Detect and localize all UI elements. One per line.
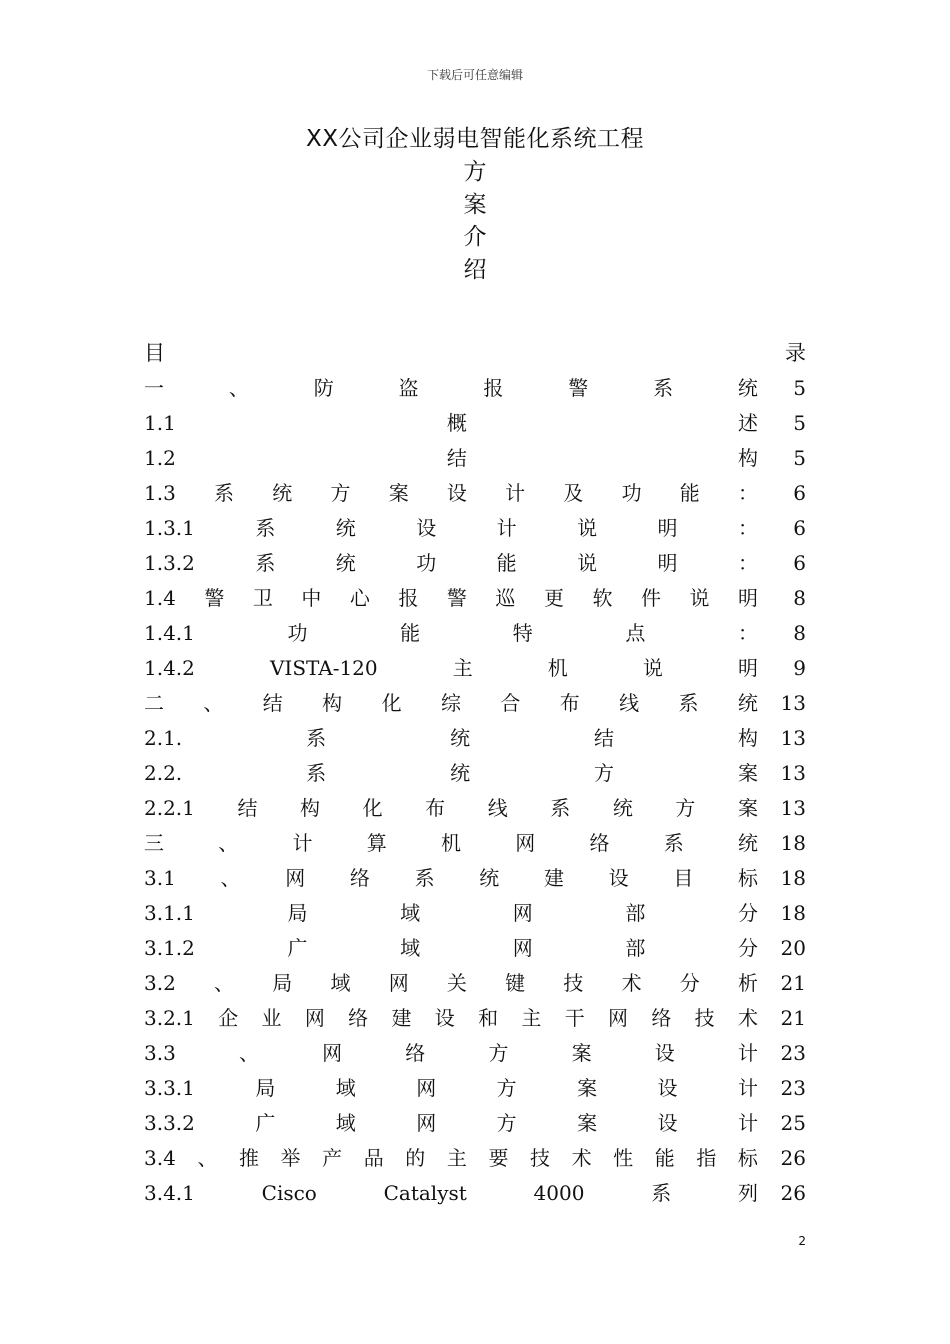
toc-entry-word: 网 — [416, 1111, 437, 1135]
toc-entry[interactable] — [144, 616, 806, 651]
toc-entry-word: 和 — [478, 1006, 499, 1030]
toc-entry-word: 化 — [381, 691, 402, 715]
toc-entry-word: 列 — [737, 1181, 758, 1205]
toc-entry-word: 防 — [313, 376, 334, 400]
toc-entry[interactable] — [144, 441, 806, 476]
toc-entry-word: 2.2. — [144, 761, 183, 785]
toc-entry-word: 、 — [214, 971, 235, 995]
toc-entry-word: 构 — [322, 691, 343, 715]
toc-entry-title — [144, 511, 772, 546]
toc-entry-word: 建 — [543, 866, 564, 890]
toc-entry-page: 6 — [793, 551, 806, 575]
toc-entry-word: 合 — [500, 691, 521, 715]
toc-heading — [144, 336, 806, 371]
toc-entry-title — [144, 756, 772, 791]
toc-entry-page: 13 — [780, 691, 806, 715]
toc-entry-word: ： — [737, 551, 758, 575]
toc-entry-word: ： — [737, 516, 758, 540]
toc-entry-word: 域 — [400, 936, 421, 960]
toc-entry-page: 8 — [793, 621, 806, 645]
toc-entry-word: 点 — [625, 621, 646, 645]
toc-entry-word: 设 — [416, 516, 437, 540]
toc-entry-title — [144, 721, 772, 756]
toc-entry-title — [144, 931, 772, 966]
toc-entry[interactable] — [144, 861, 806, 896]
toc-entry-word: 系 — [214, 481, 235, 505]
toc-entry-word: 统 — [450, 726, 471, 750]
toc-entry-word: 计 — [737, 1076, 758, 1100]
toc-entry-word: 局 — [287, 901, 308, 925]
toc-entry-word: 说 — [642, 656, 663, 680]
toc-entry-word: 功 — [621, 481, 642, 505]
toc-entry-word: 及 — [563, 481, 584, 505]
toc-entry-word: 案 — [737, 796, 758, 820]
toc-entry-word: 方 — [488, 1041, 509, 1065]
title-vertical — [0, 156, 950, 286]
toc-entry-page: 21 — [780, 971, 806, 995]
toc-entry-page: 18 — [780, 866, 806, 890]
toc-entry-word: 系 — [550, 796, 571, 820]
toc-entry-word: 的 — [405, 1146, 426, 1170]
toc-entry-word: 建 — [391, 1006, 412, 1030]
toc-entry-word: 干 — [564, 1006, 585, 1030]
toc-entry-word: 品 — [363, 1146, 384, 1170]
toc-heading-right: 录 — [785, 341, 806, 365]
toc-entry-word: 网 — [608, 1006, 629, 1030]
toc-entry-word: 软 — [592, 586, 613, 610]
toc-entry-word: 目 — [673, 866, 694, 890]
toc-entry-word: 系 — [651, 1181, 672, 1205]
toc-entry-word: 构 — [738, 446, 758, 470]
toc-entry-word: 设 — [446, 481, 467, 505]
toc-entry-word: 网 — [512, 936, 533, 960]
toc-entry-word: 系 — [306, 726, 327, 750]
toc-entry-word: 设 — [608, 866, 629, 890]
toc-entry-word: 网 — [416, 1076, 437, 1100]
toc-entry-word: 部 — [625, 936, 646, 960]
toc-entry-word: 巡 — [495, 586, 516, 610]
toc-entry-word: 机 — [441, 831, 461, 855]
toc-entry-word: 网 — [322, 1041, 343, 1065]
toc-entry-word: 二 — [144, 691, 164, 715]
toc-entry-word: 1.1 — [144, 411, 176, 435]
toc-entry-word: 系 — [653, 376, 674, 400]
toc-entry-word: 设 — [657, 1111, 678, 1135]
toc-entry-word: 系 — [678, 691, 699, 715]
toc-entry-word: 统 — [335, 551, 356, 575]
toc-entry-word: 案 — [388, 481, 409, 505]
toc-entry-word: 功 — [416, 551, 437, 575]
toc-entry-word: 更 — [543, 586, 564, 610]
title-char: 方 — [463, 159, 487, 185]
toc-entry-word: 指 — [696, 1146, 717, 1170]
toc-entry-word: 1.4.1 — [144, 621, 195, 645]
toc-entry[interactable] — [144, 756, 806, 791]
toc-entry-word: 报 — [398, 586, 419, 610]
toc-entry-word: 明 — [738, 586, 758, 610]
toc-entry[interactable] — [144, 371, 806, 406]
toc-entry-word: 线 — [619, 691, 640, 715]
toc-entry-word: 功 — [287, 621, 308, 645]
toc-entry-word: 络 — [651, 1006, 672, 1030]
toc-entry[interactable] — [144, 511, 806, 546]
toc-entry-word: 设 — [434, 1006, 455, 1030]
toc-entry-word: 设 — [657, 1076, 678, 1100]
toc-entry-page: 26 — [780, 1146, 806, 1170]
toc-entry-word: 标 — [737, 1146, 758, 1170]
toc-entry-word: 4000 — [533, 1181, 585, 1205]
toc-entry-word: 盗 — [398, 376, 419, 400]
toc-entry-title — [144, 441, 772, 476]
toc-entry-title — [144, 1071, 772, 1106]
toc-entry-word: 机 — [547, 656, 568, 680]
toc-entry-word: 3.4.1 — [144, 1181, 195, 1205]
toc-entry-word: 业 — [261, 1006, 282, 1030]
toc-entry-word: 局 — [272, 971, 293, 995]
toc-entry-page: 18 — [780, 901, 806, 925]
toc-entry-word: 系 — [414, 866, 435, 890]
toc-entry-word: 布 — [425, 796, 446, 820]
toc-entry-word: 方 — [330, 481, 351, 505]
toc-entry-word: 标 — [738, 866, 758, 890]
toc-entry-word: 3.3.2 — [144, 1111, 195, 1135]
toc-entry-word: 案 — [577, 1076, 598, 1100]
toc-entry-page: 25 — [780, 1111, 806, 1135]
toc-entry-word: 中 — [301, 586, 322, 610]
toc-entry-word: 方 — [496, 1076, 517, 1100]
toc-entry-page: 13 — [780, 761, 806, 785]
toc-entry-word: 、 — [197, 1146, 218, 1170]
toc-entry-page: 13 — [780, 796, 806, 820]
toc-entry-word: 局 — [255, 1076, 276, 1100]
toc-entry-word: 企 — [218, 1006, 239, 1030]
toc-entry-word: 技 — [694, 1006, 715, 1030]
toc-entry-word: 结 — [594, 726, 615, 750]
toc-entry-word: 主 — [446, 1146, 467, 1170]
toc-entry-title — [144, 1141, 772, 1176]
toc-entry-word: 、 — [203, 691, 224, 715]
toc-entry-title — [144, 651, 772, 686]
toc-entry-word: 络 — [348, 1006, 369, 1030]
toc-entry-word: 1.2 — [144, 446, 176, 470]
toc-entry-word: 推 — [238, 1146, 259, 1170]
toc-entry-word: 方 — [675, 796, 696, 820]
toc-entry-title — [144, 581, 772, 616]
toc-entry-word: 分 — [679, 971, 700, 995]
toc-entry-word: 统 — [737, 376, 758, 400]
toc-entry-word: 3.2 — [144, 971, 176, 995]
toc-entry-word: 3.1.1 — [144, 901, 195, 925]
document-title: XX公司企业弱电智能化系统工程 — [305, 126, 644, 152]
toc-entry-page: 23 — [780, 1041, 806, 1065]
toc-entry-word: 系 — [255, 551, 276, 575]
toc-entry-word: 一 — [144, 376, 164, 400]
toc-entry-word: 方 — [594, 761, 615, 785]
header-note: 下载后可任意编辑 — [426, 68, 523, 82]
title-char: 绍 — [463, 256, 487, 283]
toc-entry[interactable] — [144, 651, 806, 686]
toc-entry-title — [144, 861, 772, 896]
toc-entry-word: 计 — [292, 831, 313, 855]
toc-entry-word: 2.1. — [144, 726, 183, 750]
toc-entry-word: 主 — [521, 1006, 542, 1030]
toc-entry-word: 、 — [238, 1041, 259, 1065]
toc-entry-word: 络 — [589, 831, 610, 855]
toc-entry-word: 、 — [220, 866, 241, 890]
toc-entry-word: 1.3.1 — [144, 516, 195, 540]
toc-entry[interactable] — [144, 546, 806, 581]
toc-entry-word: 计 — [505, 481, 526, 505]
toc-entry-word: 计 — [737, 1111, 758, 1135]
title-char: 介 — [463, 224, 487, 250]
toc-entry-word: 主 — [452, 656, 473, 680]
toc-entry-page: 8 — [793, 586, 806, 610]
toc-entry-word: 3.1 — [144, 866, 176, 890]
toc-entry-word: 3.4 — [144, 1146, 176, 1170]
toc-entry-page: 5 — [793, 411, 806, 435]
toc-entry-word: 构 — [300, 796, 321, 820]
toc-entry-word: 3.1.2 — [144, 936, 195, 960]
toc-entry-word: ： — [737, 621, 758, 645]
toc-entry-word: 性 — [613, 1146, 634, 1170]
toc-entry-word: 1.4.2 — [144, 656, 195, 680]
toc-entry-word: VISTA-120 — [269, 656, 378, 680]
toc-entry-page: 13 — [780, 726, 806, 750]
toc-entry-word: Cisco — [261, 1181, 317, 1205]
toc-entry-page: 6 — [793, 516, 806, 540]
toc-entry-word: 线 — [487, 796, 508, 820]
toc-entry-word: 网 — [512, 901, 533, 925]
toc-entry-page: 20 — [780, 936, 806, 960]
toc-entry-word: 析 — [738, 971, 758, 995]
toc-entry-word: 结 — [237, 796, 258, 820]
toc-entry-word: 说 — [577, 551, 598, 575]
toc-entry-word: 2.2.1 — [144, 796, 195, 820]
toc-entry[interactable] — [144, 1001, 806, 1036]
toc-entry-title — [144, 616, 772, 651]
toc-entry-word: 件 — [640, 586, 661, 610]
toc-entry-word: 心 — [349, 586, 370, 610]
toc-entry-word: 系 — [255, 516, 276, 540]
toc-entry-word: 术 — [571, 1146, 592, 1170]
toc-entry-word: 产 — [322, 1146, 343, 1170]
toc-entry-word: 域 — [335, 1076, 356, 1100]
toc-entry-page: 5 — [793, 376, 806, 400]
page-number: 2 — [798, 1234, 806, 1248]
toc-entry-word: 3.3 — [144, 1041, 176, 1065]
toc-entry[interactable] — [144, 1071, 806, 1106]
toc-entry-word: 统 — [737, 691, 758, 715]
toc-entry-word: 警 — [446, 586, 467, 610]
toc-entry[interactable] — [144, 826, 806, 861]
toc-entry-word: 能 — [496, 551, 517, 575]
toc-entry-word: ： — [738, 481, 758, 505]
toc-entry-word: 综 — [440, 691, 461, 715]
toc-entry-word: 网 — [515, 831, 536, 855]
toc-entry-word: 说 — [577, 516, 598, 540]
toc-entry-word: 技 — [530, 1146, 551, 1170]
toc-entry-page: 5 — [793, 446, 806, 470]
toc-entry-word: 构 — [737, 726, 758, 750]
toc-entry[interactable] — [144, 931, 806, 966]
toc-entry-word: 1.4 — [144, 586, 176, 610]
toc-entry-word: 域 — [335, 1111, 356, 1135]
toc-entry-word: 网 — [285, 866, 306, 890]
toc-entry-word: 广 — [287, 936, 308, 960]
toc-entry-word: 网 — [304, 1006, 325, 1030]
toc-entry-page: 23 — [780, 1076, 806, 1100]
toc-entry-word: 3.2.1 — [144, 1006, 195, 1030]
toc-entry-word: 统 — [738, 831, 758, 855]
toc-entry-word: 算 — [366, 831, 387, 855]
toc-entry-title — [144, 826, 772, 861]
toc-entry-word: 述 — [738, 411, 758, 435]
toc-entry-title — [144, 1176, 772, 1211]
toc-entry-word: 能 — [654, 1146, 675, 1170]
toc-entry-word: 计 — [737, 1041, 758, 1065]
toc-entry-title — [144, 371, 772, 406]
toc-entry[interactable] — [144, 966, 806, 1001]
toc-entry-word: 明 — [657, 551, 678, 575]
toc-entry[interactable] — [144, 581, 806, 616]
toc-entry-word: 统 — [479, 866, 500, 890]
toc-entry-word: 特 — [512, 621, 533, 645]
toc-entry-word: 网 — [388, 971, 409, 995]
toc-entry-title — [144, 966, 772, 1001]
toc-entry-word: 络 — [405, 1041, 426, 1065]
toc-entry-word: 广 — [255, 1111, 276, 1135]
toc-entry-word: 说 — [689, 586, 710, 610]
toc-entry-word: 明 — [737, 656, 758, 680]
toc-entry[interactable] — [144, 1036, 806, 1071]
toc-entry-word: 分 — [737, 901, 758, 925]
toc-entry-word: 关 — [446, 971, 467, 995]
toc-entry-word: 1.3.2 — [144, 551, 195, 575]
toc-heading-left: 目 — [144, 341, 165, 365]
toc-entry-title — [144, 686, 772, 721]
toc-entry-title — [144, 1036, 772, 1071]
toc-entry-word: 设 — [654, 1041, 675, 1065]
toc-entry-word: 分 — [737, 936, 758, 960]
toc-entry-word: 3.3.1 — [144, 1076, 195, 1100]
toc-entry-title — [144, 546, 772, 581]
toc-entry-word: 统 — [272, 481, 293, 505]
toc-entry-word: 警 — [568, 376, 589, 400]
toc-entry-word: 布 — [559, 691, 580, 715]
toc-entry-word: 卫 — [252, 586, 273, 610]
toc-entry-word: 术 — [621, 971, 642, 995]
toc-entry-word: 域 — [330, 971, 351, 995]
toc-entry-page: 9 — [793, 656, 806, 680]
toc-entry-word: 能 — [400, 621, 421, 645]
toc-entry-word: 、 — [218, 831, 239, 855]
toc-entry-word: 系 — [306, 761, 327, 785]
toc-entry[interactable] — [144, 1176, 806, 1211]
toc-entry[interactable] — [144, 721, 806, 756]
toc-entry-title — [144, 406, 772, 441]
toc-entry[interactable] — [144, 476, 806, 511]
table-of-contents — [144, 336, 806, 1211]
toc-entry-page: 21 — [780, 1006, 806, 1030]
toc-entry-word: 举 — [280, 1146, 301, 1170]
toc-entry-title — [144, 896, 772, 931]
toc-entry-word: 部 — [625, 901, 646, 925]
toc-entry-word: 明 — [657, 516, 678, 540]
toc-entry-word: 概 — [446, 411, 467, 435]
toc-entry[interactable] — [144, 1141, 806, 1176]
toc-entry-word: 三 — [144, 831, 164, 855]
toc-entry-word: 术 — [737, 1006, 758, 1030]
toc-entry-title — [144, 1106, 772, 1141]
toc-entry-page: 6 — [793, 481, 806, 505]
toc-entry-word: 络 — [349, 866, 370, 890]
toc-entry-word: 化 — [362, 796, 383, 820]
toc-entry-page: 18 — [780, 831, 806, 855]
toc-entry-word: 能 — [679, 481, 700, 505]
toc-entry-word: 结 — [262, 691, 283, 715]
toc-entry-word: 技 — [563, 971, 584, 995]
toc-entry-word: 键 — [505, 971, 526, 995]
toc-entry[interactable] — [144, 406, 806, 441]
toc-entry-page: 26 — [780, 1181, 806, 1205]
toc-entry-word: 案 — [737, 761, 758, 785]
toc-entry-title — [144, 1001, 772, 1036]
toc-entry-word: 域 — [400, 901, 421, 925]
toc-entry-word: 系 — [663, 831, 684, 855]
toc-entry-word: 1.3 — [144, 481, 176, 505]
toc-entry-word: 案 — [571, 1041, 592, 1065]
toc-entry-word: 结 — [446, 446, 467, 470]
toc-entry-word: 方 — [496, 1111, 517, 1135]
toc-entry[interactable] — [144, 686, 806, 721]
title-char: 案 — [463, 191, 487, 218]
toc-entry[interactable] — [144, 791, 806, 826]
toc-entry-word: 统 — [335, 516, 356, 540]
toc-entry-word: 案 — [577, 1111, 598, 1135]
toc-entry-word: 统 — [450, 761, 471, 785]
toc-entry-title — [144, 476, 772, 511]
toc-entry[interactable] — [144, 1106, 806, 1141]
toc-entry-word: 、 — [228, 376, 249, 400]
toc-entry-word: 计 — [496, 516, 517, 540]
toc-entry-word: Catalyst — [383, 1181, 467, 1205]
toc-entry[interactable] — [144, 896, 806, 931]
toc-entry-word: 统 — [612, 796, 633, 820]
toc-entry-word: 警 — [204, 586, 225, 610]
toc-entry-word: 要 — [488, 1146, 509, 1170]
toc-entry-word: 报 — [483, 376, 504, 400]
toc-entry-title — [144, 791, 772, 826]
